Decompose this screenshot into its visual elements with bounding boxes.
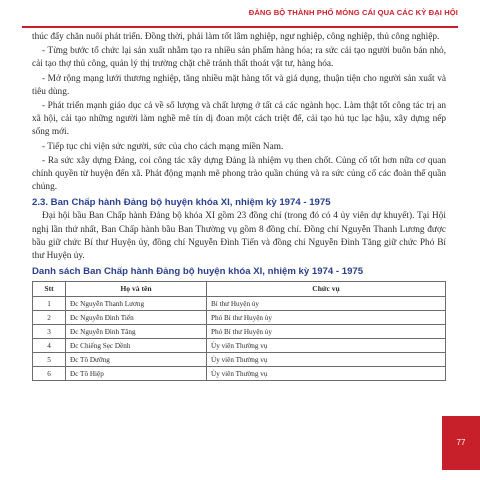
cell-stt: 5 — [33, 353, 66, 367]
column-header-name: Họ và tên — [66, 282, 207, 297]
cell-name: Đc Nguyễn Thanh Lương — [66, 297, 207, 311]
table-row — [33, 311, 446, 325]
column-header-position: Chức vụ — [207, 282, 446, 297]
section-paragraph: Đại hội bầu Ban Chấp hành Đảng bộ khóa XI gồm 23 đồng chí (trong đó có 4 ủy viên dự khuyết). Tại Hội nghị lần thứ nhất, Ban Chấp hành bầu Ban Thường vụ gồm 8 đồng chí. Đồng chí Nguyễn Thanh Lương được bầu giữ chức Bí thư Huyện ủy, đồng chí Nguyễn Đình Tiến và đồng chí Nguyễn Đình Tăng giữ chức Phó Bí thư Huyện ủy. — [32, 211, 446, 262]
cell-stt: 1 — [33, 297, 66, 311]
cell-stt: 6 — [33, 367, 66, 381]
cell-name: Đc Nguyễn Đình Tiến — [66, 311, 207, 325]
table-row — [33, 367, 446, 381]
page-number: 77 — [442, 416, 480, 470]
paragraph: thúc đẩy chăn nuôi phát triển. Đồng thời, phải làm tốt lâm nghiệp, ngư nghiệp, công nghiệp, thủ công nghiệp. — [32, 32, 440, 42]
cell-name: Đc Nguyễn Đình Tăng — [66, 325, 207, 339]
paragraph: - Từng bước tổ chức lại sản xuất nhằm tạo ra nhiều sản phẩm hàng hóa; ra sức cải tạo người buôn bán nhỏ, cải tạo thợ thủ công, quản lý thị trường chặt chẽ tránh thất thoát vật tư, hàng hóa. — [32, 46, 446, 70]
cell-position: Ủy viên Thường vụ — [207, 353, 446, 367]
table-row — [33, 325, 446, 339]
cell-name: Đc Chiếng Sẹc Dềnh — [66, 339, 207, 353]
page-body — [32, 31, 446, 381]
table-title: Danh sách Ban Chấp hành Đảng bộ huyện khóa XI, nhiệm kỳ 1974 - 1975 — [32, 266, 364, 278]
cell-position: Bí thư Huyện ủy — [207, 297, 446, 311]
section-heading: 2.3. Ban Chấp hành Đảng bộ huyện khóa XI, nhiệm kỳ 1974 - 1975 — [32, 197, 331, 209]
table-row — [33, 353, 446, 367]
table-row — [33, 297, 446, 311]
cell-stt: 3 — [33, 325, 66, 339]
paragraph: - Ra sức xây dựng Đảng, coi công tác xây dựng Đảng là nhiệm vụ then chốt. Củng cố tốt hơn nữa cơ quan chính quyền từ huyện đến xã. Phát động mạnh mẽ phong trào quần chúng và ra sức củng cố các đoàn thể quần chúng. — [32, 155, 446, 193]
cell-name: Đc Tô Hiệp — [66, 367, 207, 381]
paragraph: - Phát triển mạnh giáo dục cả về số lượng và chất lượng ở tất cả các ngành học. Làm thật tốt công tác trị an xã hội, cải tạo những người làm nghề mê tín dị đoan một cách triệt để, cải tạo hủ tục lạc hậu, xây dựng nếp sống mới. — [32, 101, 446, 138]
column-header-stt: Stt — [33, 282, 66, 297]
cell-position: Ủy viên Thường vụ — [207, 339, 446, 353]
members-table — [32, 281, 446, 381]
cell-position: Ủy viên Thường vụ — [207, 367, 446, 381]
cell-stt: 2 — [33, 311, 66, 325]
table-row — [33, 339, 446, 353]
running-header: ĐẢNG BỘ THÀNH PHỐ MÓNG CÁI QUA CÁC KỲ ĐẠI HỘI — [248, 8, 458, 17]
cell-name: Đc Tô Dưỡng — [66, 353, 207, 367]
cell-stt: 4 — [33, 339, 66, 353]
table-header-row — [33, 282, 446, 297]
cell-position: Phó Bí thư Huyện ủy — [207, 325, 446, 339]
cell-position: Phó Bí thư Huyện ủy — [207, 311, 446, 325]
paragraph: - Mở rộng mạng lưới thương nghiệp, tăng nhiều mặt hàng tốt và giá dụng, thuận tiện cho người sản xuất và tiêu dùng. — [32, 73, 446, 97]
paragraph: - Tiếp tục chi viện sức người, sức của cho cách mạng miền Nam. — [42, 141, 284, 152]
header-rule — [22, 26, 458, 28]
